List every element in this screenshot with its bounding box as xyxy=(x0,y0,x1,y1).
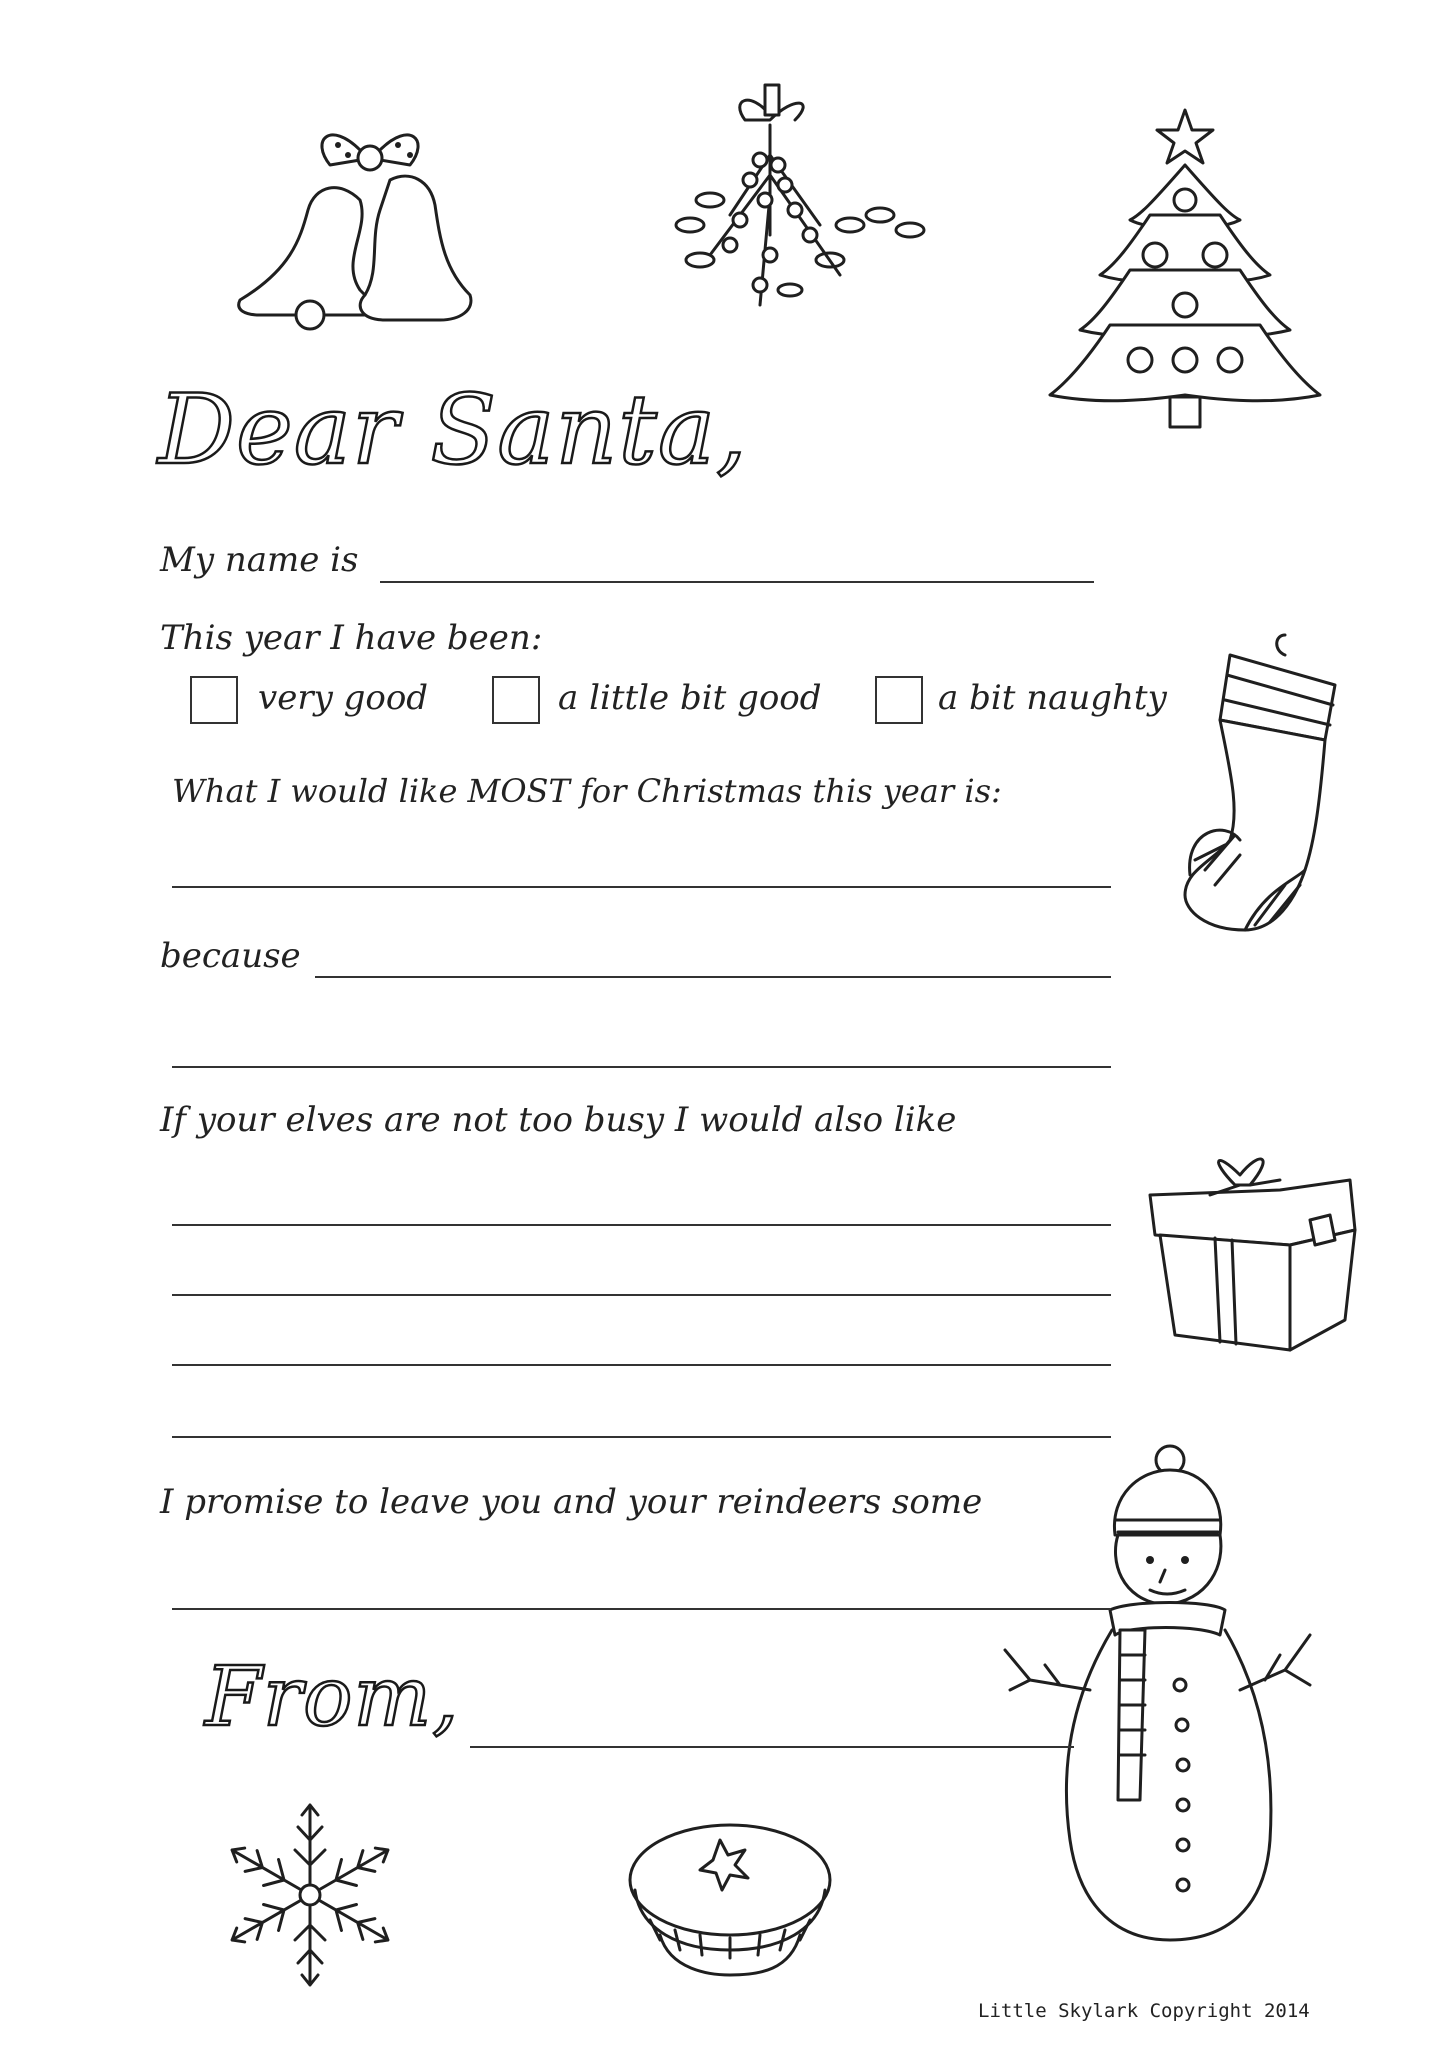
page-title: Dear Santa, xyxy=(158,374,748,486)
elves-line-1[interactable] xyxy=(172,1188,1111,1226)
mistletoe-icon xyxy=(670,85,970,315)
copyright-notice: Little Skylark Copyright 2014 xyxy=(978,2000,1310,2022)
christmas-tree-icon xyxy=(1040,105,1330,435)
bells-icon xyxy=(220,110,480,340)
option-little-bit-good-label: a little bit good xyxy=(558,678,822,718)
promise-prompt: I promise to leave you and your reindeers some xyxy=(160,1482,983,1522)
promise-line[interactable] xyxy=(172,1572,1111,1610)
because-line-1[interactable] xyxy=(315,940,1111,978)
elves-line-4[interactable] xyxy=(172,1400,1111,1438)
from-signature-field[interactable] xyxy=(470,1710,1074,1748)
snowflake-icon xyxy=(200,1790,420,2000)
elves-line-2[interactable] xyxy=(172,1258,1111,1296)
name-prompt: My name is xyxy=(160,540,359,580)
option-very-good-label: very good xyxy=(258,678,429,718)
wish-line-1[interactable] xyxy=(172,850,1111,888)
elves-prompt: If your elves are not too busy I would also like xyxy=(160,1100,957,1140)
stocking-icon xyxy=(1145,630,1365,950)
elves-line-3[interactable] xyxy=(172,1328,1111,1366)
mince-pie-icon xyxy=(620,1810,840,1980)
checkbox-little-bit-good[interactable] xyxy=(492,676,540,724)
checkbox-bit-naughty[interactable] xyxy=(875,676,923,724)
gift-box-icon xyxy=(1140,1150,1370,1360)
because-prompt: because xyxy=(160,936,301,976)
name-field[interactable] xyxy=(380,545,1094,583)
option-bit-naughty-label: a bit naughty xyxy=(938,678,1167,718)
from-label: From, xyxy=(205,1650,460,1745)
checkbox-very-good[interactable] xyxy=(190,676,238,724)
because-line-2[interactable] xyxy=(172,1030,1111,1068)
snowman-icon xyxy=(1000,1440,1320,1950)
wish-prompt: What I would like MOST for Christmas this year is: xyxy=(172,772,1002,810)
behaviour-prompt: This year I have been: xyxy=(160,618,543,658)
